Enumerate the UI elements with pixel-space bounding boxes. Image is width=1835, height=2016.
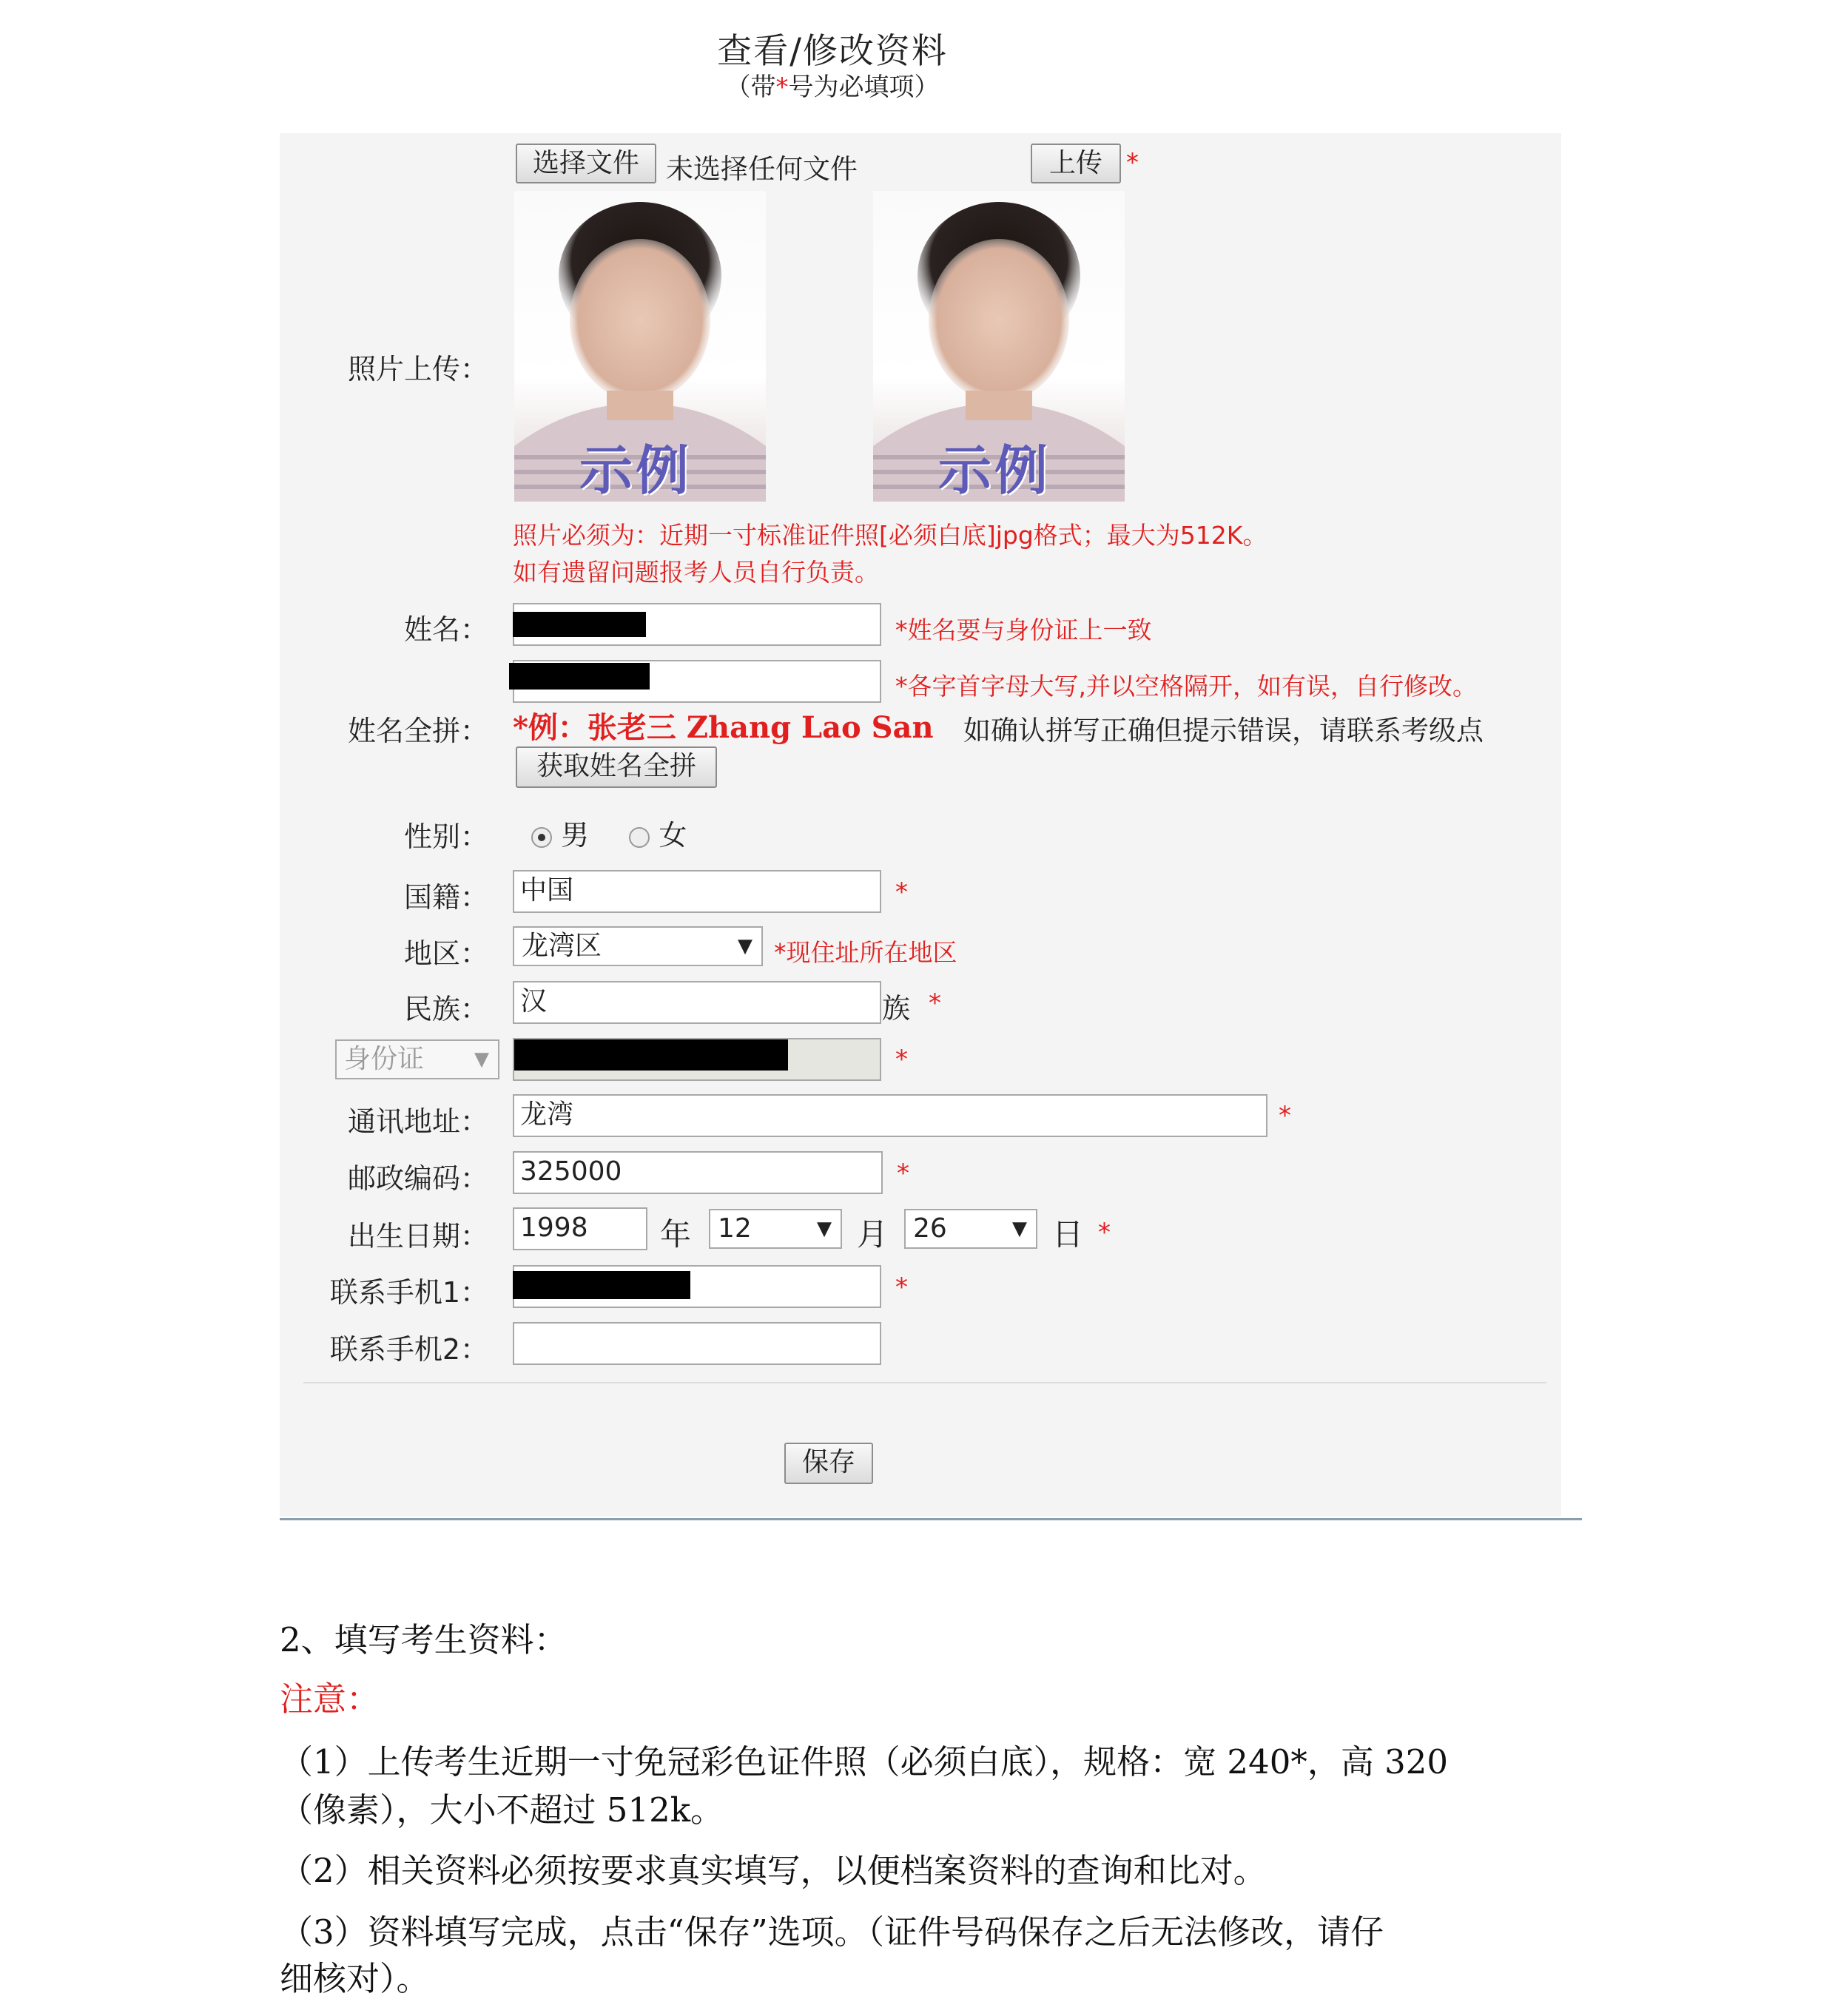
chevron-down-icon: ▼: [817, 1218, 832, 1240]
address-required-star: *: [1279, 1101, 1291, 1130]
pinyin-contact-note: 如确认拼写正确但提示错误，请联系考级点: [963, 715, 1484, 746]
form-divider: [303, 1382, 1546, 1383]
phone2-input[interactable]: [513, 1322, 881, 1365]
redacted-pinyin: [509, 663, 650, 690]
nationality-required-star: *: [895, 877, 908, 907]
gender-female-label: 女: [659, 819, 687, 852]
instruction-item-3-line-1: （3）资料填写完成，点击“保存”选项。（证件号码保存之后无法修改，请仔: [280, 1912, 1384, 1952]
name-hint: *姓名要与身份证上一致: [895, 616, 1152, 644]
pinyin-label: 姓名全拼：: [347, 715, 488, 747]
chevron-down-icon: ▼: [738, 935, 752, 957]
birth-day-value: 26: [913, 1213, 947, 1244]
panel-bottom-border: [280, 1518, 1582, 1520]
upload-required-star: *: [1126, 148, 1139, 178]
region-hint: *现住址所在地区: [774, 938, 957, 967]
get-pinyin-button[interactable]: 获取姓名全拼: [516, 746, 717, 788]
instruction-item-1-line-1: （1）上传考生近期一寸免冠彩色证件照（必须白底），规格：宽 240*，高 320: [280, 1742, 1449, 1781]
example-watermark-1: 示例: [579, 439, 693, 502]
address-input[interactable]: 龙湾: [513, 1094, 1267, 1137]
instruction-item-1-line-2: （像素），大小不超过 512k。: [280, 1790, 724, 1830]
redacted-name: [513, 612, 646, 637]
phone1-required-star: *: [895, 1272, 908, 1302]
birth-day-select[interactable]: [904, 1209, 1037, 1249]
id-required-star: *: [895, 1045, 908, 1074]
ethnicity-input[interactable]: 汉: [513, 981, 881, 1024]
postcode-required-star: *: [897, 1159, 909, 1188]
gender-male-radio[interactable]: [531, 827, 552, 848]
id-type-select[interactable]: [335, 1039, 499, 1079]
phone1-label: 联系手机1：: [329, 1276, 488, 1309]
ethnicity-suffix: 族: [882, 992, 911, 1025]
region-selected-value: 龙湾区: [522, 931, 602, 961]
pinyin-hint: *各字首字母大写,并以空格隔开，如有误，自行修改。: [895, 672, 1477, 701]
birth-year-input[interactable]: 1998: [513, 1207, 647, 1250]
id-type-value: 身份证: [344, 1044, 425, 1074]
chevron-down-icon: ▼: [474, 1048, 489, 1071]
birth-month-value: 12: [718, 1213, 752, 1244]
ethnicity-required-star: *: [929, 988, 941, 1018]
birth-date-label: 出生日期：: [347, 1220, 488, 1253]
subtitle-required-star: *: [775, 73, 789, 102]
phone2-label: 联系手机2：: [329, 1333, 488, 1366]
gender-label: 性别：: [403, 820, 488, 853]
gender-male-label: 男: [561, 819, 590, 852]
chevron-down-icon: ▼: [1012, 1218, 1027, 1240]
year-unit: 年: [660, 1216, 692, 1253]
day-unit: 日: [1052, 1216, 1084, 1253]
example-photo-1: [514, 191, 766, 502]
birth-required-star: *: [1098, 1218, 1111, 1247]
name-label: 姓名：: [403, 613, 488, 646]
subtitle-suffix: 号为必填项）: [788, 73, 940, 102]
gender-female-radio[interactable]: [629, 827, 650, 848]
choose-file-button[interactable]: 选择文件: [516, 144, 656, 183]
step-heading: 2、填写考生资料：: [280, 1620, 568, 1659]
example-photo-2: [873, 191, 1125, 502]
nationality-input[interactable]: 中国: [513, 870, 881, 913]
nationality-label: 国籍：: [403, 881, 488, 914]
subtitle-prefix: （带: [725, 73, 776, 102]
pinyin-example: *例：张老三 Zhang Lao San: [513, 710, 934, 745]
photo-upload-label: 照片上传：: [347, 353, 488, 385]
region-label: 地区：: [403, 937, 488, 970]
save-button[interactable]: 保存: [784, 1443, 873, 1484]
gender-options: [531, 812, 687, 853]
photo-requirement-note: 照片必须为：近期一寸标准证件照[必须白底]jpg格式；最大为512K。: [513, 521, 1267, 550]
redacted-phone1: [513, 1271, 690, 1299]
postcode-input[interactable]: 325000: [513, 1151, 883, 1194]
redacted-id-number: [514, 1039, 788, 1071]
month-unit: 月: [857, 1216, 889, 1253]
postcode-label: 邮政编码：: [347, 1162, 488, 1195]
instruction-item-3-line-2: 细核对）。: [280, 1959, 430, 1998]
page-subtitle: [0, 67, 1665, 103]
birth-month-select[interactable]: [709, 1209, 842, 1249]
notice-heading: 注意：: [280, 1679, 380, 1719]
ethnicity-label: 民族：: [403, 993, 488, 1025]
page-title: 查看/修改资料: [717, 31, 948, 72]
example-watermark-2: 示例: [938, 439, 1051, 502]
address-label: 通讯地址：: [347, 1105, 488, 1138]
photo-responsibility-note: 如有遗留问题报考人员自行负责。: [513, 558, 879, 587]
upload-button[interactable]: 上传: [1031, 144, 1121, 183]
instruction-item-2: （2）相关资料必须按要求真实填写，以便档案资料的查询和比对。: [280, 1851, 1267, 1890]
region-select[interactable]: [513, 926, 763, 966]
no-file-chosen-text: 未选择任何文件: [666, 153, 858, 185]
